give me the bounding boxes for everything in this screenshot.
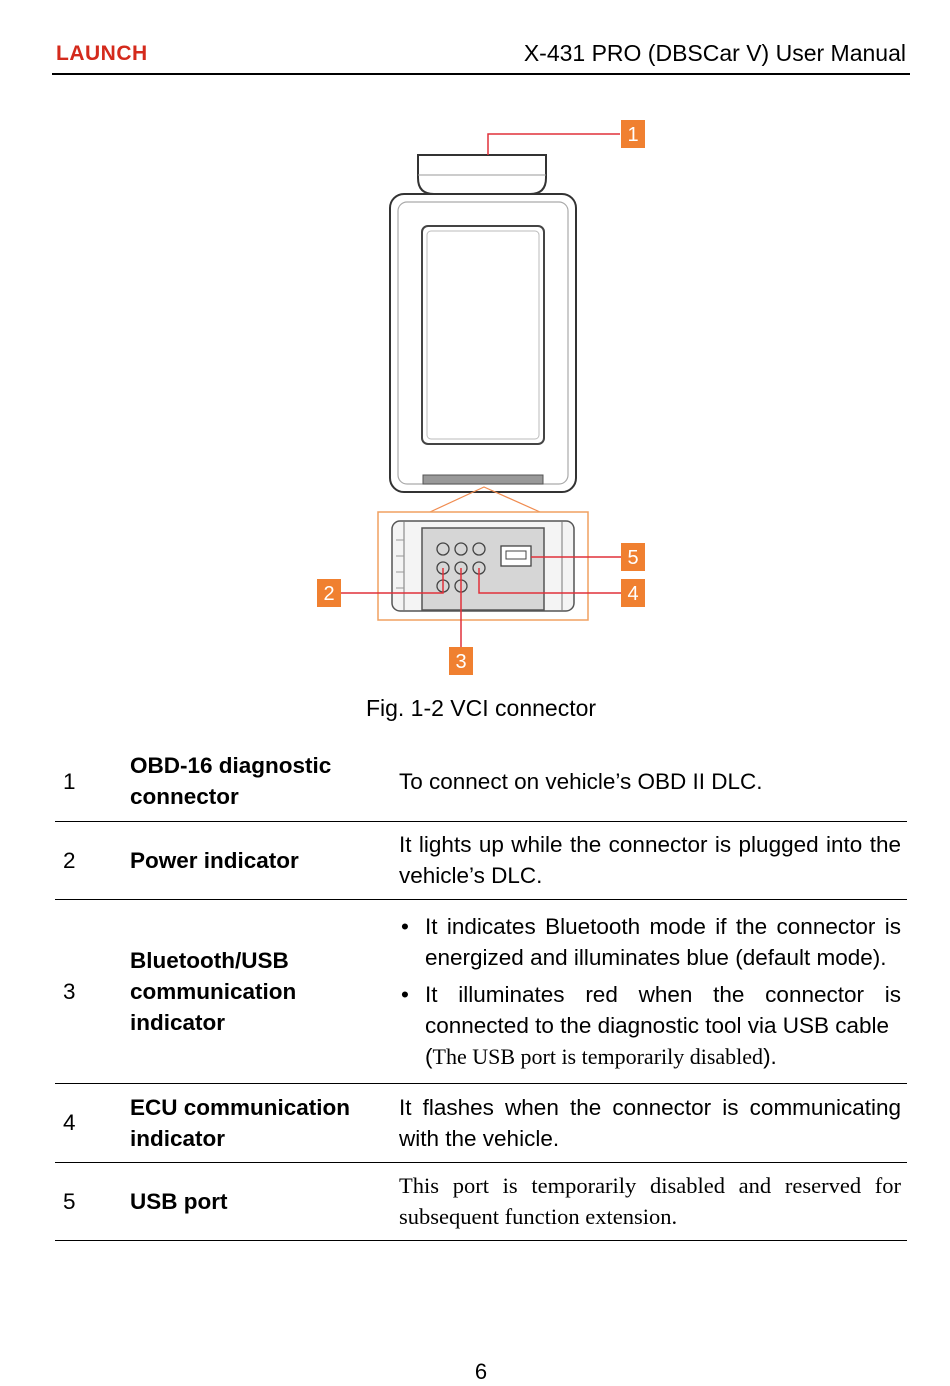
- table-row: [55, 1083, 907, 1162]
- component-name: Bluetooth/USB communication indicator: [130, 947, 297, 1035]
- row-number: 3: [63, 978, 76, 1004]
- bullet-list: [399, 911, 901, 1072]
- callout-5: [621, 543, 645, 571]
- bottom-panel: [422, 528, 544, 610]
- callout-3: [449, 647, 473, 675]
- bullet-note: The USB port is temporarily disabled: [432, 1043, 764, 1069]
- brand-logo: LAUNCH: [56, 42, 148, 65]
- component-description: [398, 899, 907, 1083]
- row-number: 4: [63, 1110, 76, 1135]
- bullet-item: [399, 911, 901, 973]
- component-description: It flashes when the connector is communicating with the vehicle.: [399, 1094, 901, 1151]
- manual-title: X-431 PRO (DBSCar V) User Manual: [523, 40, 906, 66]
- callout-4: [621, 579, 645, 607]
- bullet-item: [399, 979, 901, 1072]
- header-divider: [52, 73, 910, 75]
- component-description: This port is temporarily disabled and reserved for subsequent function extension.: [399, 1173, 901, 1229]
- table-row: [55, 821, 907, 899]
- component-name: Power indicator: [130, 847, 299, 873]
- bullet-text: It indicates Bluetooth mode if the connector is energized and illuminates blue (default mode).: [425, 913, 901, 970]
- callout-2: [317, 579, 341, 607]
- row-number: 5: [63, 1188, 76, 1214]
- component-name: OBD-16 diagnostic connector: [130, 753, 332, 810]
- callout-2-label: 2: [323, 583, 335, 605]
- callout-4-label: 4: [627, 583, 639, 605]
- figure-caption: Fig. 1-2 VCI connector: [365, 695, 597, 721]
- table-row: [55, 899, 907, 1083]
- row-number: 1: [63, 768, 76, 794]
- table-row: [55, 742, 907, 821]
- component-description: To connect on vehicle’s OBD II DLC.: [399, 768, 763, 794]
- callout-5-label: 5: [627, 547, 639, 569]
- callout-1-label: 1: [627, 124, 639, 146]
- callout-3-label: 3: [455, 651, 467, 673]
- bottom-strip: [423, 475, 543, 484]
- leader-1: [488, 134, 620, 155]
- page-number: 6: [474, 1359, 488, 1384]
- device-label-area: [422, 226, 544, 444]
- paren-open: (: [425, 1043, 433, 1069]
- component-table: [55, 742, 907, 1241]
- component-name: ECU communication indicator: [130, 1094, 351, 1151]
- vci-connector-figure: [0, 100, 950, 690]
- component-description: It lights up while the connector is plugged into the vehicle’s DLC.: [399, 832, 901, 888]
- callout-1: [621, 120, 645, 148]
- bullet-text: It illuminates red when the connector is connected to the diagnostic tool via USB cable: [425, 981, 901, 1038]
- row-number: 2: [63, 847, 76, 873]
- paren-close: ).: [763, 1043, 777, 1069]
- table-row: [55, 1162, 907, 1240]
- component-name: USB port: [130, 1188, 228, 1214]
